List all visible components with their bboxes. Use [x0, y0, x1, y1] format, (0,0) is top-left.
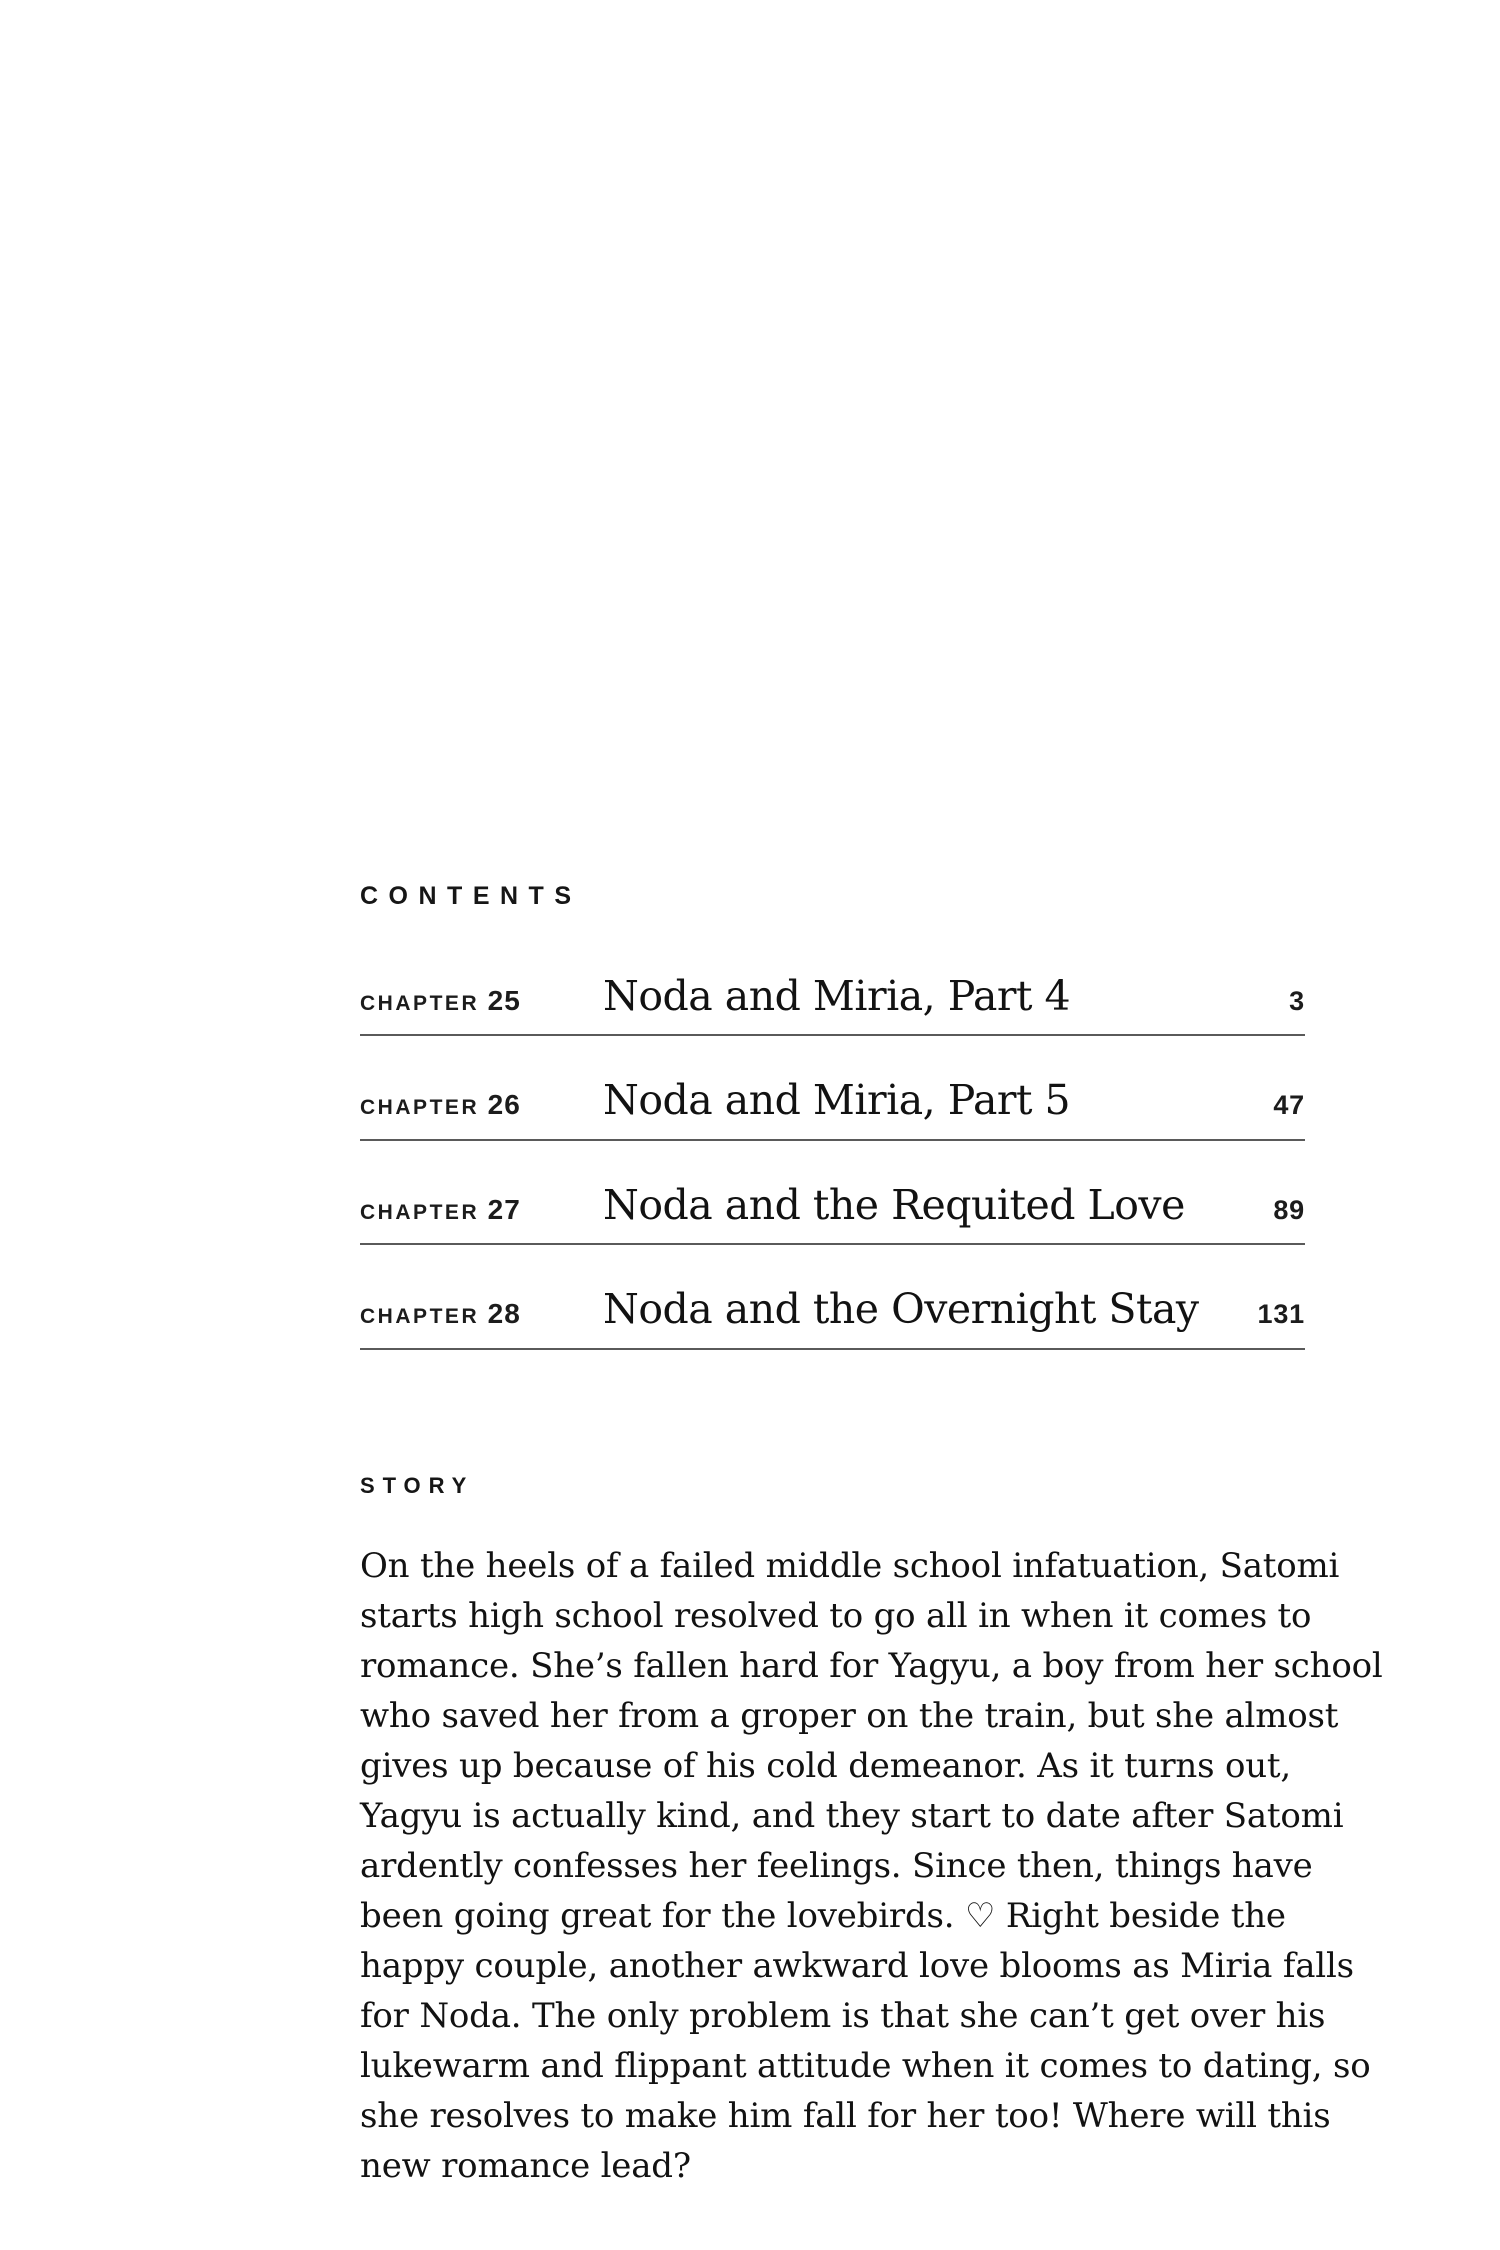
chapter-label — [360, 1298, 603, 1330]
chapter-label — [360, 985, 603, 1017]
toc-row — [360, 1076, 1305, 1140]
story-section — [360, 1472, 1383, 2191]
chapter-word: CHAPTER — [360, 1305, 480, 1329]
chapter-word: CHAPTER — [360, 992, 480, 1015]
chapter-word: CHAPTER — [360, 1096, 480, 1120]
toc-row — [360, 1180, 1305, 1245]
chapter-number: 25 — [487, 985, 521, 1016]
page-number: 89 — [1273, 1194, 1305, 1225]
page-number: 131 — [1257, 1299, 1305, 1330]
story-heading: STORY — [360, 1472, 475, 1498]
story-text: On the heels of a failed middle school infatuation, Satomi starts high school resolved to go all in when it comes to romance. She’s fallen hard for Yagyu, a boy from her school who saved her from a groper on the train, but she almost gives up because of his cold demeanor. As it turns out, Yagyu is actually kind, and they start to date after Satomi ardently confesses her feelings. Since then, things have been going great for the lovebirds. ♡ Right beside the happy couple, another awkward love blooms as Miria falls for Noda. The only problem is that she can’t get over his lukewarm and flippant attitude when it comes to dating, so she resolves to make him fall for her too! Where will this new romance lead? — [360, 1545, 1383, 2186]
chapter-title: Noda and Miria, Part 4 — [603, 972, 1071, 1020]
chapter-number: 26 — [487, 1089, 521, 1121]
chapter-number: 28 — [487, 1298, 521, 1330]
chapter-label — [360, 1089, 603, 1121]
contents-heading: CONTENTS — [360, 882, 582, 910]
toc-list — [360, 972, 1305, 1350]
toc-row — [360, 972, 1305, 1036]
page-number: 47 — [1273, 1090, 1305, 1121]
chapter-title: Noda and Miria, Part 5 — [603, 1076, 1071, 1125]
chapter-title: Noda and the Requited Love — [603, 1180, 1185, 1229]
chapter-label — [360, 1194, 603, 1226]
page-number: 3 — [1289, 986, 1305, 1016]
toc-section — [360, 884, 1330, 1350]
chapter-title: Noda and the Overnight Stay — [603, 1285, 1199, 1334]
chapter-number: 27 — [487, 1193, 521, 1225]
toc-row — [360, 1285, 1305, 1349]
chapter-word: CHAPTER — [360, 1200, 480, 1224]
